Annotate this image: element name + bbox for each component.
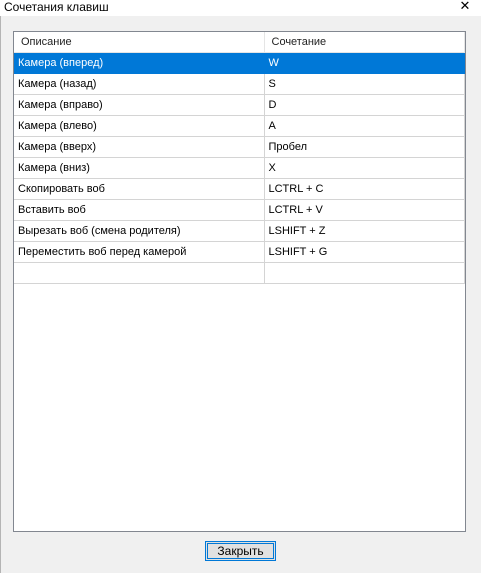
table-row[interactable]: [14, 94, 465, 115]
window-title: Сочетания клавиш: [4, 0, 109, 14]
window-left-border: [0, 0, 1, 573]
table-row[interactable]: [14, 136, 465, 157]
table-row-empty[interactable]: [14, 262, 465, 283]
cell-description: Камера (вниз): [14, 157, 264, 178]
table-row[interactable]: [14, 157, 465, 178]
cell-shortcut: LSHIFT + Z: [264, 220, 465, 241]
close-icon[interactable]: ✕: [459, 0, 471, 13]
cell-description: Вырезать воб (смена родителя): [14, 220, 264, 241]
cell-shortcut: X: [264, 157, 465, 178]
table-header-row: [14, 32, 465, 52]
cell-shortcut: W: [264, 52, 465, 73]
column-header-description[interactable]: Описание: [14, 32, 264, 52]
cell-description: Камера (назад): [14, 73, 264, 94]
cell-description: Скопировать воб: [14, 178, 264, 199]
table-row[interactable]: [14, 178, 465, 199]
cell-description: Камера (влево): [14, 115, 264, 136]
table-row[interactable]: [14, 241, 465, 262]
table-body: [14, 52, 465, 283]
cell-shortcut: S: [264, 73, 465, 94]
table-row[interactable]: [14, 220, 465, 241]
cell-description: Переместить воб перед камерой: [14, 241, 264, 262]
table-row[interactable]: [14, 199, 465, 220]
cell-shortcut: A: [264, 115, 465, 136]
cell-description: Камера (вперед): [14, 52, 264, 73]
cell-shortcut: D: [264, 94, 465, 115]
close-button[interactable]: Закрыть: [205, 541, 276, 561]
cell-shortcut: [264, 262, 465, 283]
cell-shortcut: LSHIFT + G: [264, 241, 465, 262]
shortcuts-list[interactable]: [13, 31, 466, 532]
cell-description: [14, 262, 264, 283]
table-row[interactable]: [14, 73, 465, 94]
cell-description: Камера (вправо): [14, 94, 264, 115]
column-header-shortcut[interactable]: Сочетание: [264, 32, 465, 52]
cell-description: Камера (вверх): [14, 136, 264, 157]
cell-shortcut: Пробел: [264, 136, 465, 157]
cell-shortcut: LCTRL + C: [264, 178, 465, 199]
shortcuts-table: [14, 32, 465, 284]
table-row[interactable]: [14, 115, 465, 136]
title-bar[interactable]: [0, 0, 481, 16]
cell-shortcut: LCTRL + V: [264, 199, 465, 220]
cell-description: Вставить воб: [14, 199, 264, 220]
table-row[interactable]: [14, 52, 465, 73]
